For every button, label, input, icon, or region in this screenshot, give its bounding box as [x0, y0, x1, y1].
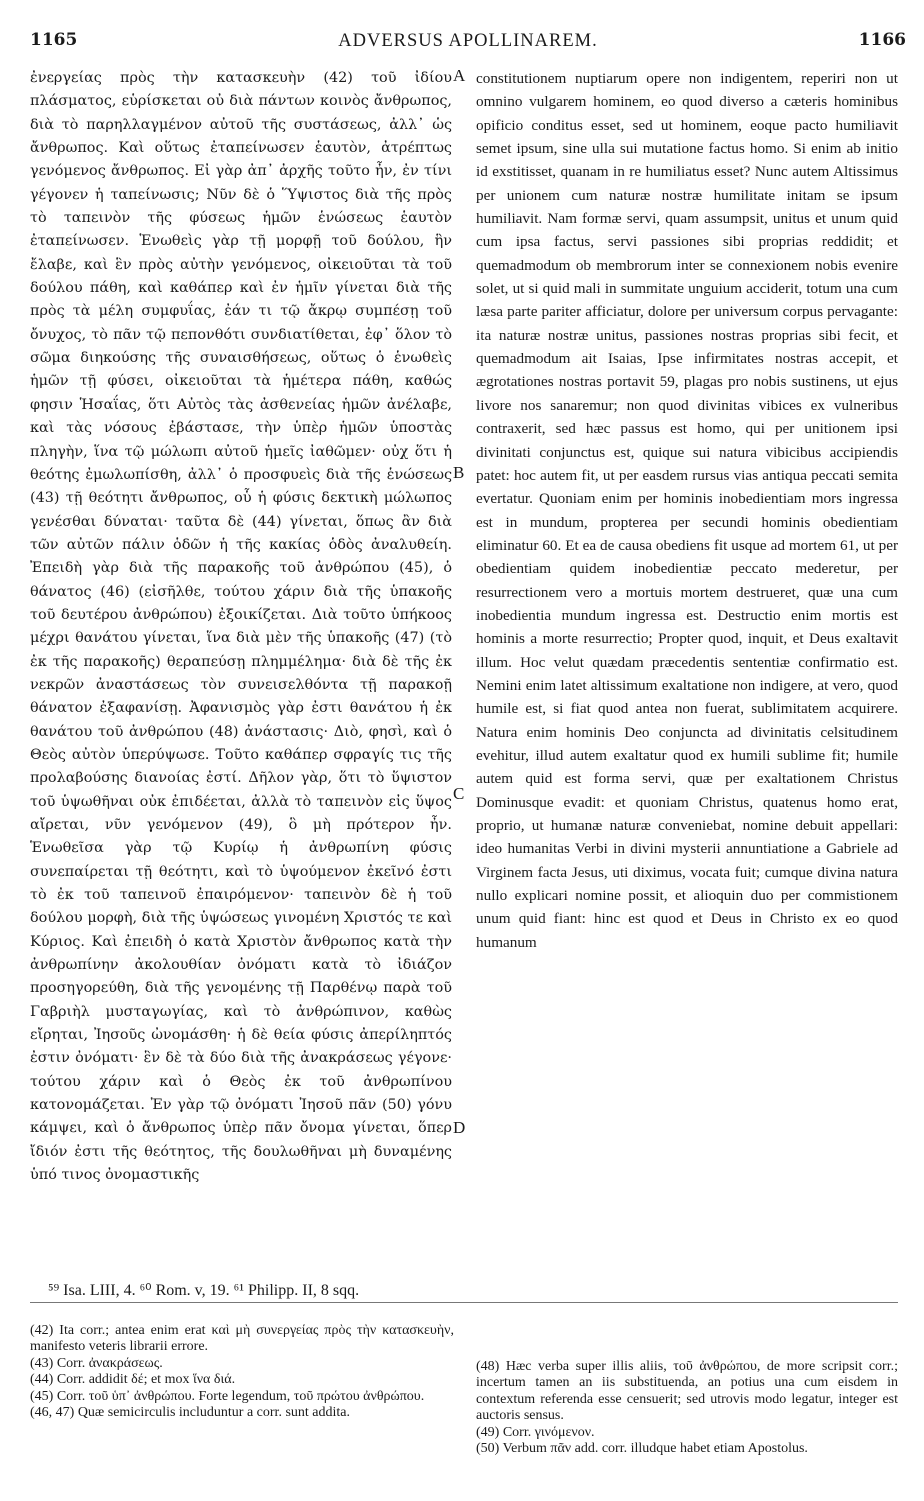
- section-marker-b: B: [453, 463, 465, 482]
- section-marker-a: A: [453, 66, 466, 85]
- latin-text: constitutionem nuptiarum opere non indigentem, reperiri non ut omnino vulgarem hominem, eo quod diverso a cæteris hominibus opificio conditus esset, sed ut hominem, eoque pacto humiliavit semet ipsum, sine ulla sui mutatione factus homo. Si enim ab initio id exstitisset, quanam in re humiliatus esset? Nunc autem Altissimus per unionem cum naturæ nostræ humilitate initam se ipsum humiliavit. Nam formæ servi, quam assumpsit, unitus et unum quid cum ipsa factus, servi passiones sibi proprias reddidit; et quemadmodum ob membrorum inter se connexionem nobis evenire solet, ut si quid mali in summitate unguium acciderit, totum una cum læsa parte pariter afficiatur, dolore per universum corpus pervagante: ita naturæ nostræ unitus, passiones nostras proprias sibi fecit, et quemadmodum ait Isaias, Ipse infirmitates nostras accepit, et ægrotationes nostras portavit 59, plagas pro nobis sustinens, ut ejus livore nos sanaremur; non quod divinitas vibices ex vulneribus contraxerit, sed hæc passus est homo, qui per unitionem ipsi divinitati conjunctus est, quique sui natura vibicibus accipiendis patet: hoc autem fit, ut per easdem rursus vias antiqua peccati semita evertatur. Quoniam enim per hominis inobedientiam mors ingressa est in mundum, propterea per secundi hominis obedientiam eliminatur 60. Et ea de causa obediens fit usque ad mortem 61, ut per obedientiam quidem inobedientiæ peccato mederetur, per resurrectionem vero a mortuis mortem destrueret, quæ una cum inobedientia mundum ingressa est. Destructio enim mortis est hominis a morte resurrectio; Propter quod, inquit, et Deus exaltavit illum. Hoc velut quædam præcedentis sententiæ confirmatio est. Nemini enim latet altissimum exaltatione non indigere, at vero, quod humile est, si fiat quod antea non fuerat, sublimitatem acquirere. Natura enim hominis Deo conjuncta ad divinitatis celsitudinem evehitur, illud autem exaltatur quod ex humili sublime fit; humile autem quid est forma servi, quæ per exaltationem Christus Dominusque evadit: et quoniam Christus, quatenus homo erat, proprio, ut humanæ naturæ conveniebat, nomine debuit appellari: ideo humanitas Verbi in divini mysterii annuntiatione a Gabriele ad Virginem facta Jesus, uti diximus, vocata fuit; cumque divina natura nullo explicari nomine possit, et alioquin duo per commistionem unum quid fiant: hinc est quod et Deus in Christo ex eo quod humanum: [476, 70, 898, 951]
- footnote-44: (44) Corr. addidit δέ; et mox ἵνα διά.: [30, 1372, 236, 1388]
- footnote-50: (50) Verbum πᾶν add. corr. illudque habet etiam Apostolus.: [476, 1441, 808, 1457]
- footnote-divider: [30, 1302, 898, 1303]
- section-marker-d: D: [453, 1118, 466, 1137]
- footnote-46-47: (46, 47) Quæ semicirculis includuntur a corr. sunt addita.: [30, 1405, 350, 1421]
- greek-text: ἐνεργείας πρὸς τὴν κατασκευὴν (42) τοῦ ἰδίου πλάσματος, εὑρίσκεται οὐ διὰ πάντων κοινὸς ἄνθρωπος, διὰ τὸ παρηλλαγμένον αὐτοῦ τῆς συστάσεως, ἀλλ᾽ ὡς ἄνθρωπος. Καὶ οὕτως ἐταπείνωσεν ἑαυτὸν, ἀτρέπτως γενόμενος ἄνθρωπος. Εἰ γὰρ ἀπ᾽ ἀρχῆς τοῦτο ἦν, ἐν τίνι γέγονεν ἡ ταπείνωσις; Νῦν δὲ ὁ Ὕψιστος διὰ τῆς πρὸς τὸ ταπεινὸν τῆς φύσεως ἡμῶν ἑνώσεως ἑαυτὸν ἐταπείνωσεν. Ἑνωθεὶς γὰρ τῇ μορφῇ τοῦ δούλου, ἣν ἔλαβε, καὶ ἓν πρὸς αὐτὴν γενόμενος, οἰκειοῦται τὰ τοῦ δούλου πάθη, καὶ καθάπερ καὶ ἐν ἡμῖν γίνεται διὰ τῆς πρὸς τὰ μέλη συμφυΐας, ἐάν τι τῷ ἄκρῳ συμπέσῃ τοῦ ὄνυχος, τὸ πᾶν τῷ πεπονθότι συνδιατίθεται, ἐφ᾽ ὅλον τὸ σῶμα διηκούσης τῆς συναισθήσεως, οὕτως ὁ ἑνωθεὶς ἡμῶν τῇ φύσει, οἰκειοῦται τὰ ἡμέτερα πάθη, καθώς φησιν Ἡσαΐας, ὅτι Αὐτὸς τὰς ἀσθενείας ἡμῶν ἀνέλαβε, καὶ τὰς νόσους ἐβάστασε, τὴν ὑπὲρ ἡμῶν ὑποστὰς πληγὴν, ἵνα τῷ μώλωπι αὐτοῦ ἡμεῖς ἰαθῶμεν· οὐχ ὅτι ἡ θεότης ἐμωλωπίσθη, ἀλλ᾽ ὁ προσφυεὶς διὰ τῆς ἑνώσεως (43) τῇ θεότητι ἄνθρωπος, οὗ ἡ φύσις δεκτικὴ μώλωπος γενέσθαι δύναται· ταῦτα δὲ (44) γίνεται, ὅπως ἂν διὰ τῶν αὐτῶν πάλιν ὁδῶν ἡ τῆς κακίας ὁδὸς ἀναλυθείη. Ἐπειδὴ γὰρ διὰ τῆς παρακοῆς τοῦ ἀνθρώπου (45), ὁ θάνατος (46) (εἰσῆλθε, τούτου χάριν διὰ τῆς ὑπακοῆς τοῦ δευτέρου ἀνθρώπου) ἐξοικίζεται. Διὰ τοῦτο ὑπήκοος μέχρι θανάτου γίνεται, ἵνα διὰ μὲν τῆς ὑπακοῆς (47) (τὸ ἐκ τῆς παρακοῆς) θεραπεύσῃ πλημμέλημα· διὰ δὲ τῆς ἐκ νεκρῶν ἀναστάσεως τὸν συνεισελθόντα τῇ παρακοῇ θάνατον ἐξαφανίσῃ. Ἀφανισμὸς γὰρ ἐστι θανάτου ἡ ἐκ θανάτου τοῦ ἀνθρώπου (48) ἀνάστασις· Διὸ, φησὶ, καὶ ὁ Θεὸς αὐτὸν ὑπερύψωσε. Τοῦτο καθάπερ σφραγίς τις τῆς προλαβούσης διανοίας ἐστί. Δῆλον γὰρ, ὅτι τὸ ὕψιστον τοῦ ὑψωθῆναι οὐκ ἐπιδέεται, ἀλλὰ τὸ ταπεινὸν εἰς ὕψος αἴρεται, νῦν γενόμενον (49), ὃ μὴ πρότερον ἦν. Ἑνωθεῖσα γὰρ τῷ Κυρίῳ ἡ ἀνθρωπίνη φύσις συνεπαίρεται τῇ θεότητι, καὶ τὸ ὑψούμενον ἐκεῖνό ἐστι τὸ ἐκ τοῦ ταπεινοῦ ἐπαιρόμενον· ταπεινὸν δὲ ἡ τοῦ δούλου μορφὴ, διὰ τῆς ὑψώσεως γινομένη Χριστός τε καὶ Κύριος. Καὶ ἐπειδὴ ὁ κατὰ Χριστὸν ἄνθρωπος κατὰ τὴν ἀνθρωπίνην ἀκολουθίαν ὀνόματι κατὰ τὸ ἰδιάζον προσηγορεύθη, διὰ τῆς γενομένης τῇ Παρθένῳ παρὰ τοῦ Γαβριὴλ μυσταγωγίας, καὶ τὸ ἀνθρώπινον, καθὼς εἴρηται, Ἰησοῦς ὠνομάσθη· ἡ δὲ θεία φύσις ἀπερίληπτός ἐστιν ὀνόματι· ἓν δὲ τὰ δύο διὰ τῆς ἀνακράσεως γέγονε· τούτου χάριν καὶ ὁ Θεὸς ἐκ τοῦ ἀνθρωπίνου κατονομάζεται. Ἐν γὰρ τῷ ὀνόματι Ἰησοῦ πᾶν (50) γόνυ κάμψει, καὶ ὁ ἄνθρωπος ὑπὲρ πᾶν ὄνομα γίνεται, ὅπερ ἴδιόν ἐστι τῆς θεότητος, τῆς δουλωθῆναι μὴ δυναμένης ὑπό τινος ὀνομαστικῆς: [30, 70, 452, 1184]
- footnote-49: (49) Corr. γινόμενον.: [476, 1424, 595, 1440]
- page-header: [30, 30, 906, 54]
- footnotes-left: [30, 1323, 454, 1421]
- footnotes-right: [476, 1359, 898, 1457]
- scripture-references: ⁵⁹ Isa. LIII, 4. ⁶⁰ Rom. v, 19. ⁶¹ Philipp. II, 8 sqq.: [48, 1282, 360, 1299]
- page-number-right: 1166: [858, 30, 906, 50]
- footnote-48: (48) Hæc verba super illis aliis, τοῦ ἀνθρώπου, de more scripsit corr.; incertum tamen an iis substituenda, an potius una cum eisdem in contextum referenda esse censuerit; sed utrovis modo legatur, integer est auctoris sensus.: [476, 1359, 898, 1424]
- page-number-left: 1165: [30, 30, 78, 50]
- footnote-45: (45) Corr. τοῦ ὑπ᾽ ἀνθρώπου. Forte legendum, τοῦ πρώτου ἀνθρώπου.: [30, 1388, 425, 1404]
- footnote-43: (43) Corr. ἀνακράσεως.: [30, 1355, 163, 1371]
- latin-column: [476, 67, 898, 954]
- greek-column: [30, 67, 452, 1188]
- section-marker-c: C: [453, 784, 465, 803]
- footnote-42: (42) Ita corr.; antea enim erat καὶ μὴ συνεργείας πρὸς τὴν κατασκευὴν, manifesto veteris librarii errore.: [30, 1323, 454, 1355]
- running-title: ADVERSUS APOLLINAREM.: [338, 31, 598, 51]
